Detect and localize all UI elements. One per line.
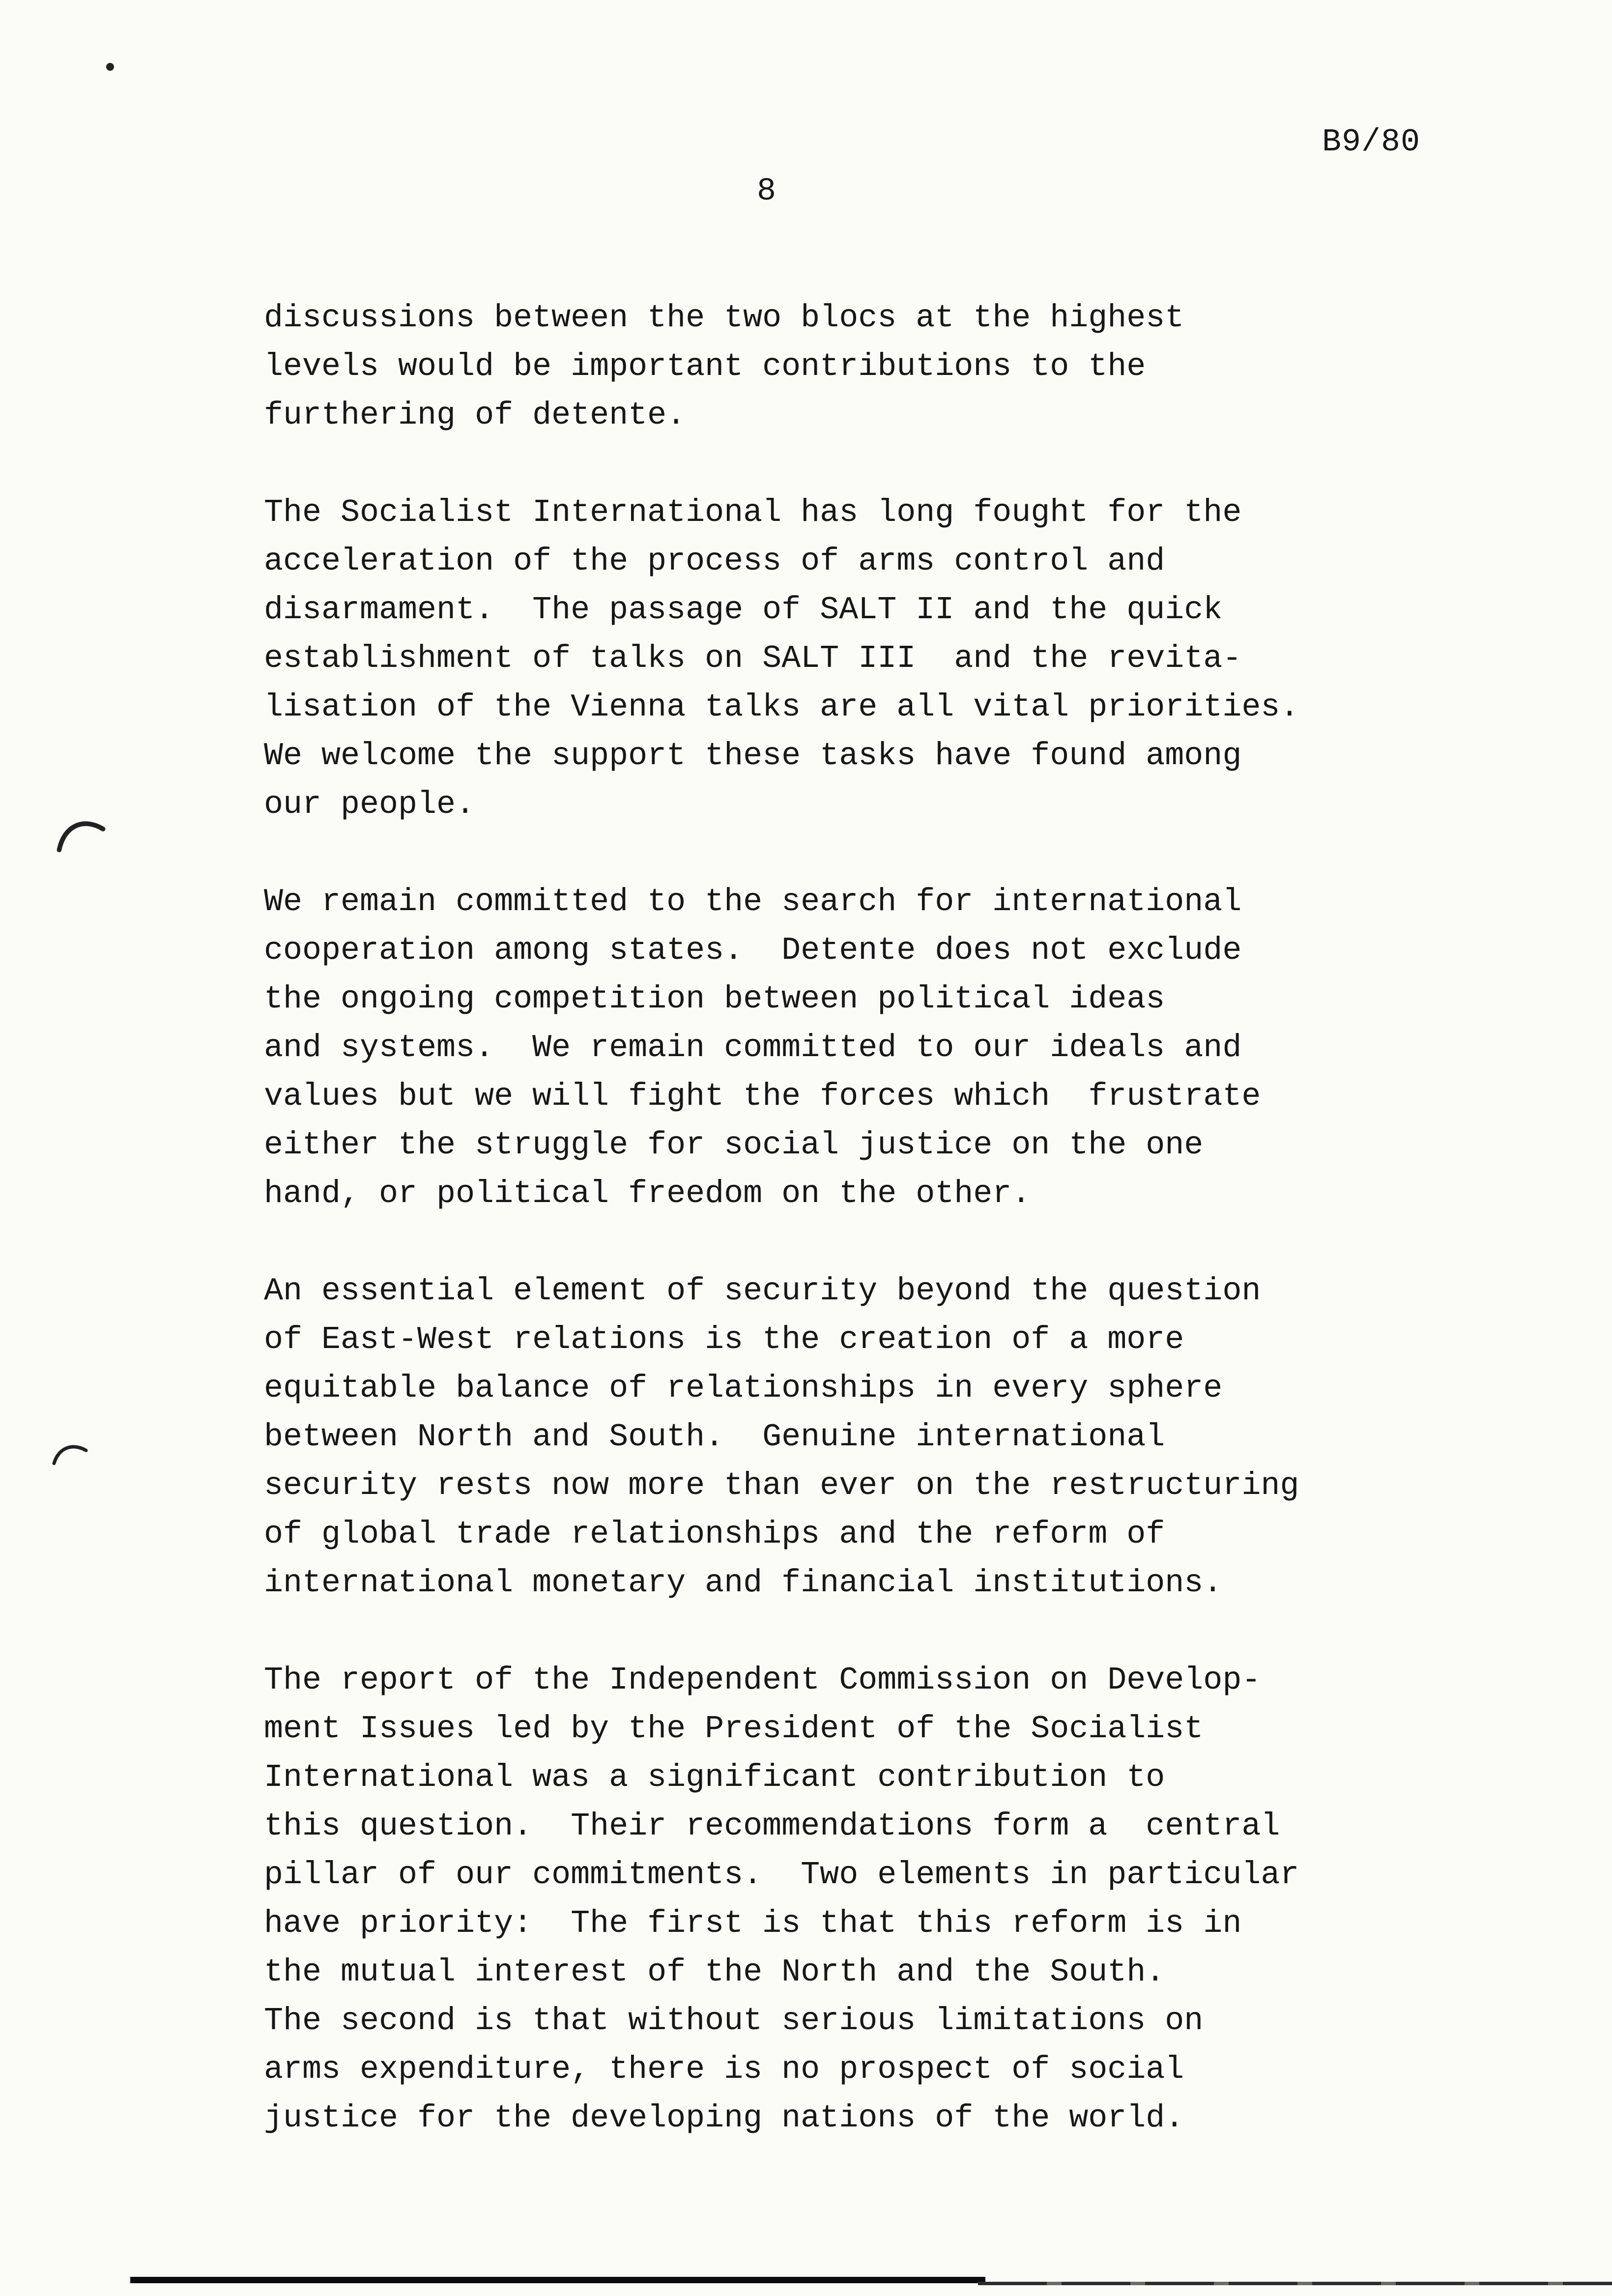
paragraph — [264, 878, 1443, 1218]
text-line: cooperation among states. Detente does not exclude — [264, 932, 1242, 969]
scan-edge-artifact — [130, 2277, 985, 2283]
text-line: the mutual interest of the North and the South. — [264, 1954, 1165, 1990]
text-line: ment Issues led by the President of the Socialist — [264, 1711, 1204, 1747]
text-line: The second is that without serious limitations on — [264, 2003, 1204, 2039]
text-line: either the struggle for social justice on the one — [264, 1127, 1204, 1163]
text-line: our people. — [264, 786, 475, 823]
text-line: have priority: The first is that this reform is in — [264, 1905, 1242, 1942]
page-number: 8 — [757, 173, 777, 209]
text-line: this question. Their recommendations form a central — [264, 1808, 1280, 1844]
text-line: The Socialist International has long fought for the — [264, 494, 1242, 531]
text-line: pillar of our commitments. Two elements in particular — [264, 1857, 1299, 1893]
document-reference: B9/80 — [1322, 124, 1421, 160]
paragraph — [264, 1656, 1443, 2143]
text-line: equitable balance of relationships in every sphere — [264, 1370, 1223, 1406]
text-line: furthering of detente. — [264, 397, 686, 433]
text-line: We remain committed to the search for international — [264, 884, 1242, 920]
text-line: We welcome the support these tasks have found among — [264, 738, 1242, 774]
text-line: An essential element of security beyond the question — [264, 1273, 1261, 1309]
paragraph — [264, 1267, 1443, 1607]
text-line: acceleration of the process of arms control and — [264, 543, 1165, 579]
text-line: between North and South. Genuine international — [264, 1419, 1165, 1455]
paragraph — [264, 294, 1443, 440]
text-line: security rests now more than ever on the restructuring — [264, 1467, 1299, 1504]
handwritten-arc-mark-icon — [54, 813, 108, 855]
text-line: values but we will fight the forces which frustrate — [264, 1078, 1261, 1115]
scan-edge-artifact — [978, 2282, 1612, 2285]
text-line: justice for the developing nations of the world. — [264, 2100, 1184, 2136]
text-line: arms expenditure, there is no prospect of social — [264, 2051, 1184, 2088]
text-line: of East-West relations is the creation of a more — [264, 1321, 1184, 1358]
handwritten-arc-mark-icon — [47, 1437, 93, 1468]
text-line: The report of the Independent Commission on Develop- — [264, 1662, 1261, 1698]
text-line: and systems. We remain committed to our ideals and — [264, 1030, 1242, 1066]
text-line: establishment of talks on SALT III and the revita- — [264, 640, 1242, 677]
typewritten-text-block — [264, 294, 1443, 2191]
text-line: international monetary and financial institutions. — [264, 1565, 1223, 1601]
text-line: International was a significant contribution to — [264, 1759, 1165, 1796]
scan-speck-artifact — [106, 63, 114, 71]
text-line: the ongoing competition between political ideas — [264, 981, 1165, 1017]
paragraph — [264, 488, 1443, 829]
text-line: disarmament. The passage of SALT II and the quick — [264, 592, 1223, 628]
text-line: hand, or political freedom on the other. — [264, 1176, 1031, 1212]
text-line: discussions between the two blocs at the highest — [264, 300, 1184, 336]
text-line: lisation of the Vienna talks are all vital priorities. — [264, 689, 1299, 725]
text-line: levels would be important contributions to the — [264, 348, 1146, 385]
text-line: of global trade relationships and the reform of — [264, 1516, 1165, 1552]
